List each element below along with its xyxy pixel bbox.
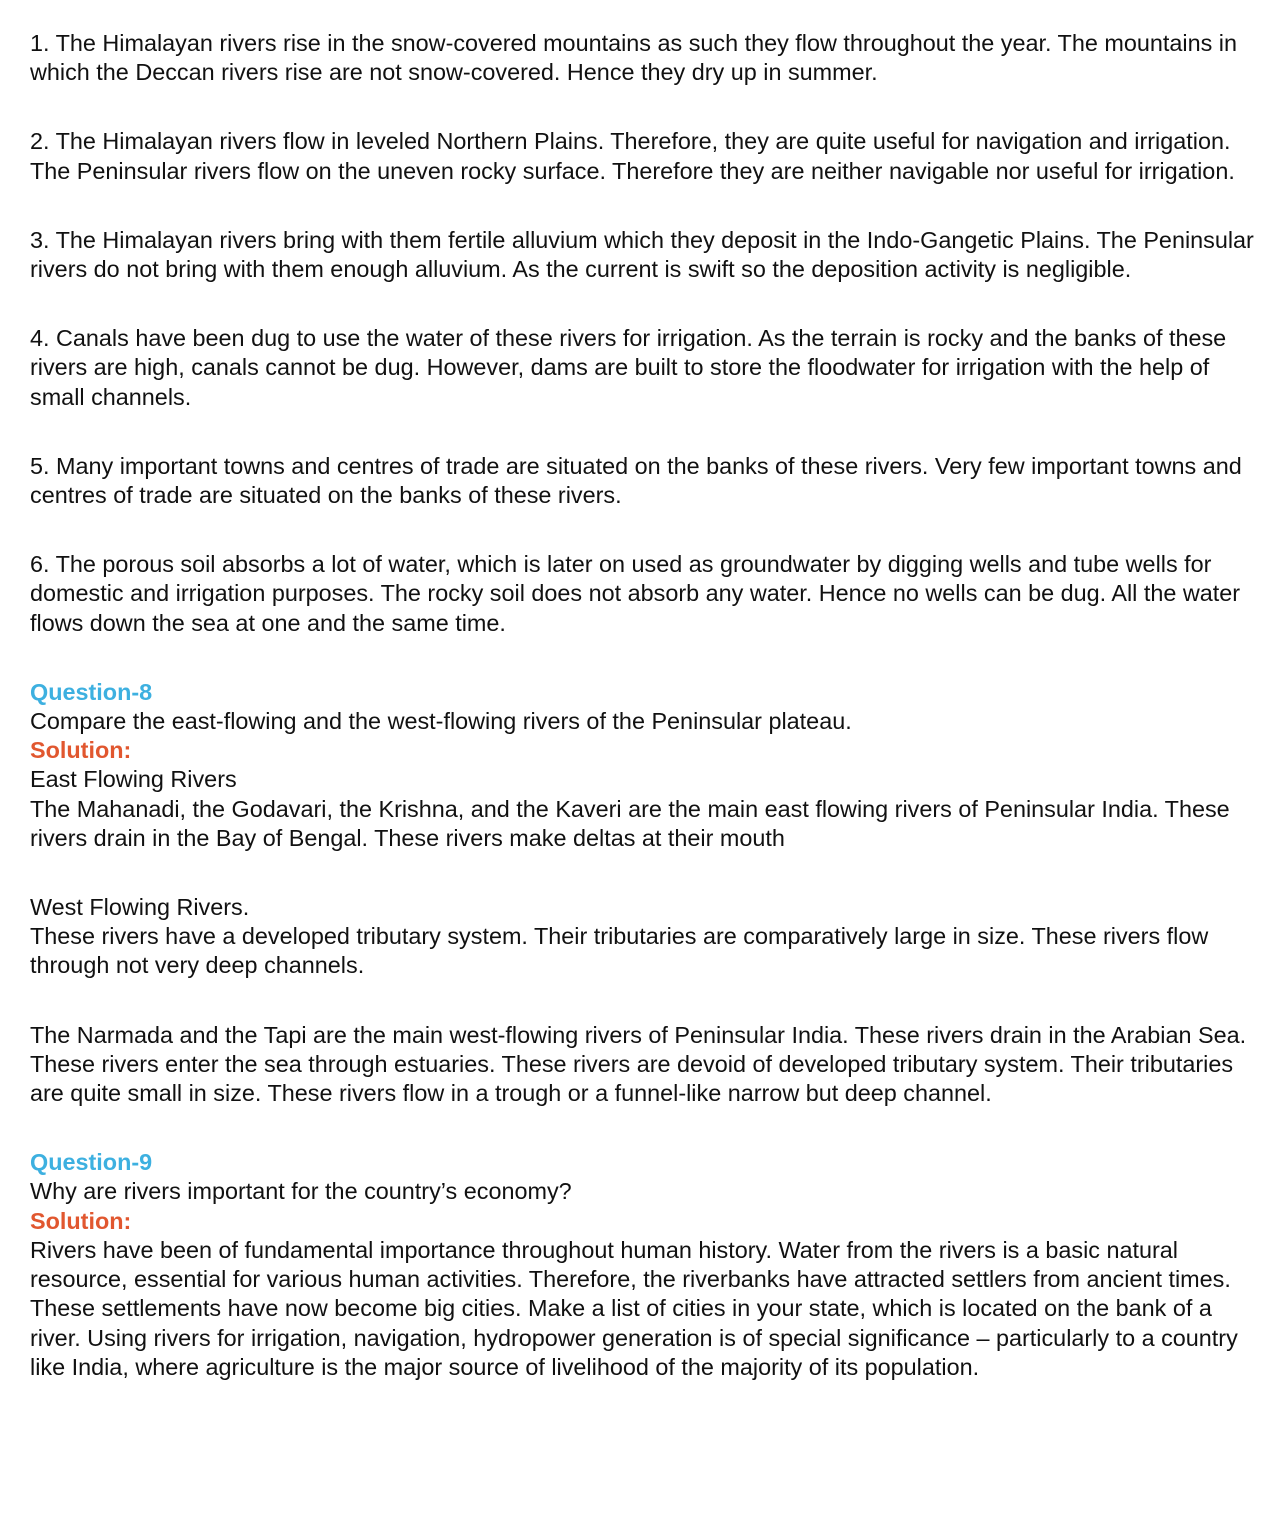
- question-9-block: [30, 1148, 1265, 1382]
- west-flowing-block: [30, 893, 1265, 981]
- west-flowing-text-2: The Narmada and the Tapi are the main west-flowing rivers of Peninsular India. These rivers drain in the Arabian Sea. These rivers enter the sea through estuaries. These rivers are devoid of developed tributary system. Their tributaries are quite small in size. These rivers flow in a trough or a funnel-like narrow but deep channel.: [30, 1021, 1247, 1107]
- question-9-solution-label: Solution:: [30, 1207, 132, 1234]
- point-4: 4. Canals have been dug to use the water of these rivers for irrigation. As the terrain is rocky and the banks of these rivers are high, canals cannot be dug. However, dams are built to store the floodwater for irrigation with the help of small channels.: [30, 325, 1227, 410]
- question-9-heading: Question-9: [30, 1149, 153, 1176]
- point-2: 2. The Himalayan rivers flow in leveled Northern Plains. Therefore, they are quite useful for navigation and irrigation. The Peninsular rivers flow on the uneven rocky surface. Therefore they are neither navigable nor useful for irrigation.: [30, 128, 1235, 184]
- east-flowing-title: East Flowing Rivers: [30, 766, 237, 793]
- question-8-heading: Question-8: [30, 678, 153, 705]
- west-flowing-title: West Flowing Rivers.: [30, 894, 250, 921]
- west-flowing-text-1: These rivers have a developed tributary system. Their tributaries are comparatively large in size. These rivers flow through not very deep channels.: [30, 923, 1209, 979]
- question-9-text: Why are rivers important for the country’s economy?: [30, 1178, 572, 1205]
- point-5: 5. Many important towns and centres of trade are situated on the banks of these rivers. Very few important towns and centres of trade are situated on the banks of these rivers.: [30, 452, 1242, 509]
- point-1: 1. The Himalayan rivers rise in the snow-covered mountains as such they flow throughout the year. The mountains in which the Deccan rivers rise are not snow-covered. Hence they dry up in summer.: [30, 30, 1237, 86]
- point-6: 6. The porous soil absorbs a lot of water, which is later on used as groundwater by digging wells and tube wells for domestic and irrigation purposes. The rocky soil does not absorb any water. Hence no wells can be dug. All the water flows down the sea at one and the same time.: [30, 551, 1241, 636]
- question-8-solution-label: Solution:: [30, 737, 132, 764]
- document-page: [30, 29, 1265, 1382]
- question-8-block: [30, 678, 1265, 853]
- question-9-answer: Rivers have been of fundamental importance throughout human history. Water from the rivers is a basic natural resource, essential for various human activities. Therefore, the riverbanks have attracted settlers from ancient times. These settlements have now become big cities. Make a list of cities in your state, which is located on the bank of a river. Using rivers for irrigation, navigation, hydropower generation is of special significance – particularly to a country like India, where agriculture is the major source of livelihood of the majority of its population.: [30, 1236, 1238, 1380]
- point-3: 3. The Himalayan rivers bring with them fertile alluvium which they deposit in the Indo-Gangetic Plains. The Peninsular rivers do not bring with them enough alluvium. As the current is swift so the deposition activity is negligible.: [30, 226, 1254, 283]
- question-8-text: Compare the east-flowing and the west-flowing rivers of the Peninsular plateau.: [30, 708, 852, 735]
- east-flowing-text: The Mahanadi, the Godavari, the Krishna, and the Kaveri are the main east flowing rivers of Peninsular India. These rivers drain in the Bay of Bengal. These rivers make deltas at their mouth: [30, 795, 1230, 851]
